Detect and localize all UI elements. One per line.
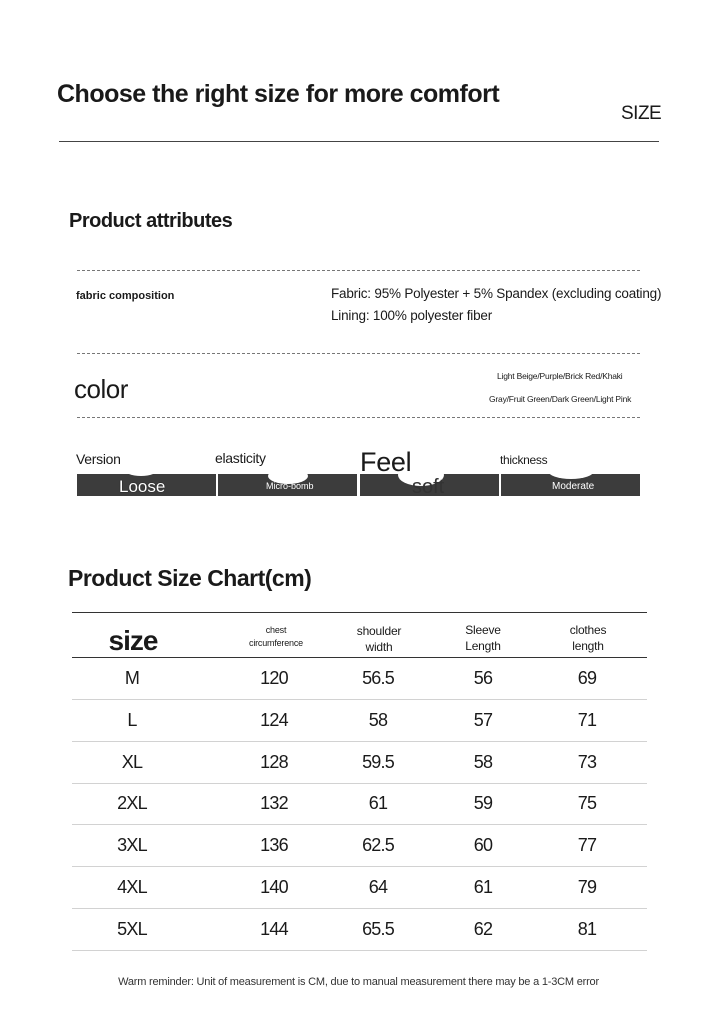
header-line: clothes — [569, 623, 607, 637]
table-top-rule — [72, 612, 647, 613]
cell-sleeve: 56 — [473, 668, 493, 688]
feature-label: Feel — [360, 447, 412, 477]
bar-wave — [124, 462, 158, 476]
table-row — [72, 867, 647, 909]
feature-value: Loose — [119, 477, 166, 496]
cell-chest: 120 — [260, 668, 288, 688]
cell-shoulder: 56.5 — [362, 668, 394, 688]
column-header-clothes — [542, 622, 634, 654]
cell-clothes: 77 — [577, 835, 597, 856]
header-line: Sleeve — [465, 623, 501, 637]
cell-chest: 136 — [260, 835, 288, 856]
color-label: color — [74, 374, 128, 404]
cell-clothes: 79 — [577, 877, 597, 897]
page-title: Choose the right size for more comfort — [57, 80, 500, 108]
attributes-title: Product attributes — [69, 210, 233, 232]
cell-shoulder: 59.5 — [362, 751, 394, 772]
cell-clothes: 73 — [577, 751, 597, 772]
header-line: width — [365, 640, 393, 654]
feature-value: Micro-bomb — [266, 481, 314, 491]
cell-chest: 132 — [260, 793, 288, 814]
size-tag: SIZE — [621, 103, 662, 124]
color-list-line: Light Beige/Purple/Brick Red/Khaki — [497, 371, 623, 381]
header-line: shoulder — [356, 624, 402, 638]
column-header-size: size — [108, 625, 158, 656]
table-row — [72, 909, 647, 951]
cell-sleeve: 61 — [473, 877, 493, 897]
dashed-divider — [77, 417, 640, 418]
feature-value: soft — [412, 476, 445, 498]
cell-shoulder: 64 — [368, 877, 388, 897]
dashed-divider — [77, 353, 640, 354]
header-line: Length — [465, 639, 501, 653]
table-row — [72, 825, 647, 867]
table-row — [72, 658, 647, 700]
cell-sleeve: 59 — [473, 793, 493, 814]
cell-shoulder: 65.5 — [362, 918, 394, 939]
footnote: Warm reminder: Unit of measurement is CM, due to manual measurement there may be a 1-3CM error — [118, 976, 599, 988]
dashed-divider — [77, 270, 640, 271]
cell-size: M — [124, 668, 140, 688]
table-row — [72, 700, 647, 742]
cell-size: L — [127, 709, 137, 730]
header-divider — [59, 141, 659, 142]
bar-wave — [548, 463, 594, 479]
cell-chest: 144 — [260, 918, 288, 939]
feature-label: Version — [76, 451, 121, 467]
feature-label: thickness — [500, 453, 548, 467]
feature-label: elasticity — [215, 450, 266, 466]
header-line: circumference — [249, 638, 303, 648]
cell-sleeve: 58 — [473, 751, 493, 772]
cell-shoulder: 58 — [368, 709, 388, 730]
column-header-chest — [230, 624, 322, 650]
color-list-line: Gray/Fruit Green/Dark Green/Light Pink — [489, 394, 632, 404]
cell-sleeve: 57 — [473, 709, 493, 730]
cell-clothes: 69 — [577, 668, 597, 688]
cell-clothes: 75 — [577, 793, 597, 814]
cell-clothes: 71 — [577, 709, 597, 730]
cell-sleeve: 60 — [473, 835, 493, 856]
header-line: chest — [265, 625, 287, 635]
cell-chest: 140 — [260, 877, 288, 897]
cell-clothes: 81 — [577, 918, 597, 939]
cell-size: 3XL — [117, 835, 147, 856]
table-row — [72, 742, 647, 784]
column-header-sleeve — [437, 622, 529, 654]
fabric-label: fabric composition — [76, 290, 175, 302]
size-chart-title: Product Size Chart(cm) — [68, 565, 312, 591]
table-row — [72, 783, 647, 825]
cell-size: XL — [121, 751, 143, 772]
cell-chest: 124 — [260, 709, 288, 730]
cell-sleeve: 62 — [473, 918, 493, 939]
cell-shoulder: 61 — [368, 793, 388, 814]
cell-size: 2XL — [117, 793, 147, 814]
lining-line: Lining: 100% polyester fiber — [331, 308, 493, 323]
cell-chest: 128 — [260, 751, 288, 772]
column-header-shoulder — [333, 623, 425, 655]
fabric-line: Fabric: 95% Polyester + 5% Spandex (excluding coating) — [331, 286, 662, 301]
feature-value: Moderate — [552, 481, 595, 492]
cell-shoulder: 62.5 — [362, 835, 394, 856]
cell-size: 5XL — [117, 918, 147, 939]
header-line: length — [572, 639, 604, 653]
cell-size: 4XL — [117, 877, 147, 897]
